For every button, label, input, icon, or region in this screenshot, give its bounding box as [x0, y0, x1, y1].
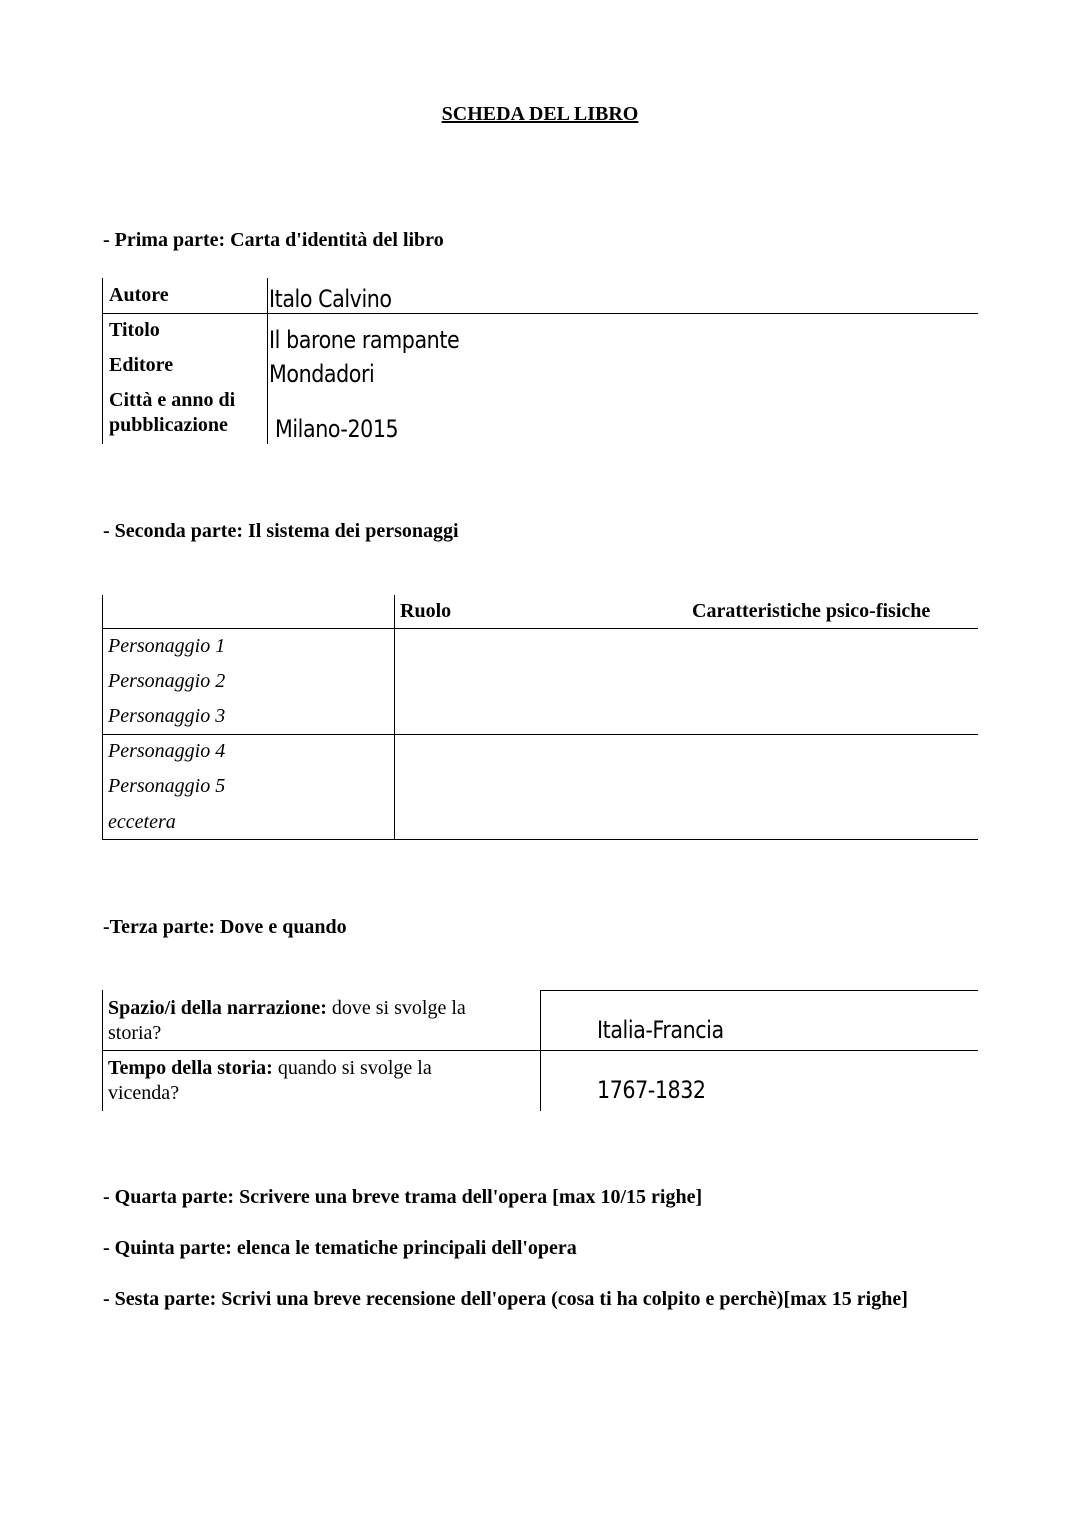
part2-heading: - Seconda parte: Il sistema dei personaggi [103, 520, 459, 542]
characters-table-header-line [102, 628, 978, 629]
time-label: Tempo della storia: [108, 1057, 273, 1079]
time-value: 1767-1832 [597, 1076, 706, 1104]
part5-heading: - Quinta parte: elenca le tematiche principali dell'opera [103, 1237, 577, 1259]
character-4: Personaggio 4 [108, 740, 226, 762]
label-citta-line2: pubblicazione [109, 414, 228, 436]
value-editore: Mondadori [269, 360, 375, 388]
value-citta: Milano-2015 [275, 415, 399, 443]
document-title: SCHEDA DEL LIBRO [441, 103, 639, 125]
space-value: Italia-Francia [597, 1016, 724, 1044]
col-caratteristiche: Caratteristiche psico-fisiche [692, 600, 931, 622]
characters-table-bottom-line [102, 839, 978, 840]
character-2: Personaggio 2 [108, 670, 226, 692]
label-citta-line1: Città e anno di [109, 389, 236, 411]
time-question [108, 1056, 432, 1106]
space-question-text-2: storia? [108, 1022, 162, 1044]
identity-table-divider [267, 278, 268, 444]
part3-heading: -Terza parte: Dove e quando [103, 916, 347, 938]
space-question-text-1: dove si svolge la [326, 997, 466, 1019]
time-question-text-1: quando si svolge la [272, 1057, 432, 1079]
character-1: Personaggio 1 [108, 635, 226, 657]
value-autore: Italo Calvino [269, 285, 392, 313]
time-question-text-2: vicenda? [108, 1082, 180, 1104]
part6-heading: - Sesta parte: Scrivi una breve recensione dell'opera (cosa ti ha colpito e perchè)[max 15 righe] [103, 1288, 908, 1310]
value-titolo: Il barone rampante [269, 326, 460, 354]
label-titolo: Titolo [109, 319, 160, 341]
characters-table-middle-line [102, 734, 978, 735]
part1-heading: - Prima parte: Carta d'identità del libro [103, 229, 444, 251]
where-when-table-row-line [102, 1050, 978, 1051]
character-etc: eccetera [108, 811, 176, 833]
part4-heading: - Quarta parte: Scrivere una breve trama dell'opera [max 10/15 righe] [103, 1186, 703, 1208]
label-autore: Autore [109, 284, 169, 306]
col-ruolo: Ruolo [400, 600, 452, 622]
where-when-table-top-line [540, 990, 978, 991]
character-5: Personaggio 5 [108, 775, 226, 797]
character-3: Personaggio 3 [108, 705, 226, 727]
identity-table-left-border [102, 278, 103, 444]
label-editore: Editore [109, 354, 174, 376]
space-label: Spazio/i della narrazione: [108, 997, 327, 1019]
identity-table-row-line [102, 313, 978, 314]
characters-table-left-border [102, 595, 103, 840]
space-question [108, 996, 466, 1046]
characters-table-divider [394, 595, 395, 840]
